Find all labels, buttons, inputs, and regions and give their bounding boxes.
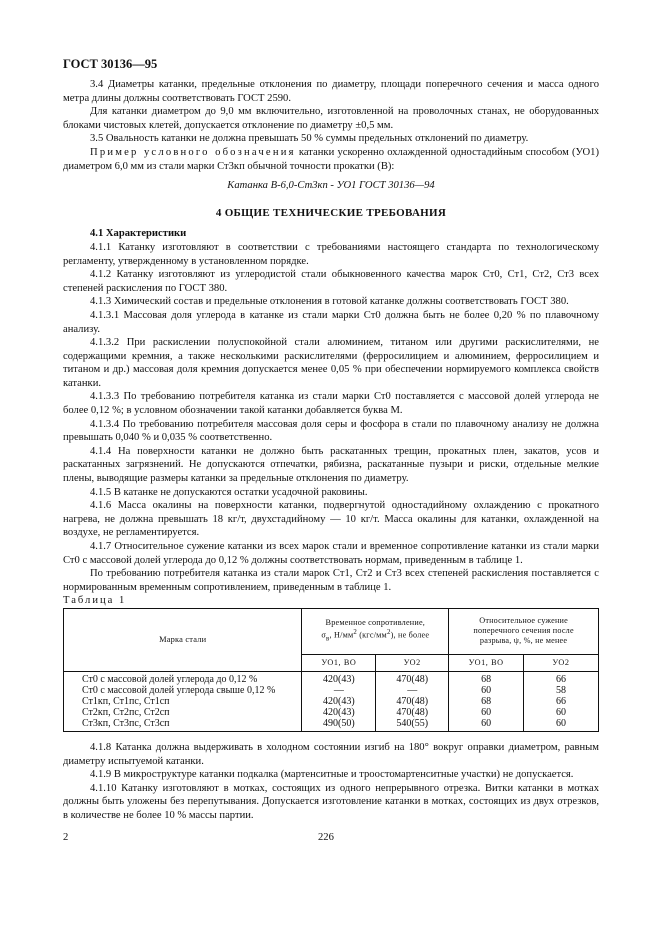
cell-strength-uo2: 470(48) <box>376 696 449 707</box>
header-strength-line1: Временное сопротивление, <box>325 618 426 628</box>
paragraph-4-1-4: 4.1.4 На поверхности катанки не должно быть раскатанных трещин, прокатных плен, закатов, усов и раскатанных загрязнений. Не допускаются отпечатки, рябизна, раскатанные пузыри и риски, отдельные мелкие плены, выводящие размеры катанки за предельные отклонения по диаметру. <box>63 445 599 485</box>
example-text: катанки ускоренно охлажденной одностадийным способом (УО1) диаметром 6,0 мм из стали марки Ст3кп обычной точности прокатки (В): <box>63 146 599 172</box>
cell-strength-uo1: 420(43) <box>302 707 376 718</box>
paragraph-3-5: 3.5 Овальность катанки не должна превышать 50 % суммы предельных отклонений по диаметру. <box>90 133 529 145</box>
cell-strength-uo2: 470(48) <box>376 671 449 685</box>
table-row <box>64 671 599 685</box>
cell-strength-uo2: — <box>376 685 449 696</box>
subheader-narrowing-uo2: УО2 <box>524 654 599 671</box>
cell-strength-uo2: 470(48) <box>376 707 449 718</box>
cell-strength-uo1: — <box>302 685 376 696</box>
table-header-row <box>64 608 599 654</box>
header-strength-unit: , Н/мм <box>329 631 354 641</box>
cell-grade: Ст2кп, Ст2пс, Ст2сп <box>64 707 302 718</box>
section-title: 4 ОБЩИЕ ТЕХНИЧЕСКИЕ ТРЕБОВАНИЯ <box>215 206 447 219</box>
cell-grade: Ст0 с массовой долей углерода до 0,12 % <box>64 671 302 685</box>
requirements-table <box>63 608 599 732</box>
paragraph-4-1-3-3: 4.1.3.3 По требованию потребителя катанка из стали марки Ст0 поставляется с массовой долей углерода не более 0,12 %; в условном обозначении такой катанки добавляется буква М. <box>63 391 599 417</box>
page-number-local: 2 <box>63 832 69 843</box>
paragraph-4-1-7-continuation: По требованию потребителя катанка из стали марок Ст1, Ст2 и Ст3 всех степеней раскисления поставляется с нормированным временным сопротивлением, приведенным в таблице 1. <box>63 568 599 593</box>
page-number-global: 226 <box>318 832 334 843</box>
table-row <box>64 718 599 732</box>
example-designation: Катанка В-6,0-Ст3кп - УО1 ГОСТ 30136—94 <box>227 180 435 192</box>
paragraph-4-1-1: 4.1.1 Катанку изготовляют в соответствии с требованиями настоящего стандарта по технологическому регламенту, утвержденному в установленном порядке. <box>63 241 599 267</box>
document-body <box>63 78 599 823</box>
cell-narrowing-uo2: 60 <box>524 707 599 718</box>
cell-grade: Ст1кп, Ст1пс, Ст1сп <box>64 696 302 707</box>
cell-narrowing-uo2: 58 <box>524 685 599 696</box>
cell-narrowing-uo1: 60 <box>449 707 524 718</box>
paragraph-4-1-3-1: 4.1.3.1 Массовая доля углерода в катанке из стали марки Ст0 должна быть не более 0,20 % по плавочному анализу. <box>63 309 599 335</box>
cell-strength-uo1: 420(43) <box>302 696 376 707</box>
paragraph-4-1-3-4: 4.1.3.4 По требованию потребителя массовая доля серы и фосфора в стали по плавочному анализу не должна превышать 0,040 % и 0,035 % соответственно. <box>63 418 599 444</box>
paragraph-3-4: 3.4 Диаметры катанки, предельные отклонения по диаметру, площади поперечного сечения и масса одного метра длины должны соответствовать ГОСТ 2590. <box>63 79 599 104</box>
paragraph-4-1-10: 4.1.10 Катанку изготовляют в мотках, состоящих из одного непрерывного отрезка. Витки катанки в мотках должны быть уложены без перепутывания. Допускается изготовление катанки в мотках, состоящих из двух отрезков, в количестве не более 10 % массы партии. <box>63 782 599 821</box>
cell-grade: Ст0 с массовой долей углерода свыше 0,12 % <box>64 685 302 696</box>
table-caption: Таблица 1 <box>63 595 127 607</box>
cell-grade: Ст3кп, Ст3пс, Ст3сп <box>64 718 302 732</box>
paragraph-4-1-3-2: 4.1.3.2 При раскислении полуспокойной стали алюминием, титаном или другими раскислителями, не содержащими кремния, а также несколькими раскислителями (ферросилицием и алюминием, ферросилицием и титаном и др.) массовая доля кремния допускается менее 0,05 % при обеспечении нормируемого комплекса свойств катанки. <box>63 337 599 389</box>
header-strength-unit2: (кгс/мм <box>356 631 387 641</box>
header-grade: Марка стали <box>64 608 302 671</box>
paragraph-4-1-5: 4.1.5 В катанке не допускаются остатки усадочной раковины. <box>90 486 368 498</box>
table-row <box>64 696 599 707</box>
paragraph-4-1-3: 4.1.3 Химический состав и предельные отклонения в готовой катанке должны соответствовать ГОСТ 380. <box>90 296 569 308</box>
cell-narrowing-uo2: 66 <box>524 671 599 685</box>
header-strength <box>302 608 449 654</box>
subheader-narrowing-uo1: УО1, ВО <box>449 654 524 671</box>
cell-strength-uo1: 490(50) <box>302 718 376 732</box>
page-header: ГОСТ 30136—95 <box>63 57 158 71</box>
table-row <box>64 685 599 696</box>
cell-narrowing-uo1: 68 <box>449 671 524 685</box>
table-row <box>64 707 599 718</box>
paragraph-3-4-continuation: Для катанки диаметром до 9,0 мм включительно, изготовленной на проволочных станах, не оборудованных блоками чистовых клетей, допускается отклонение по диаметру ±0,5 мм. <box>63 106 599 131</box>
cell-narrowing-uo1: 68 <box>449 696 524 707</box>
subheader-strength-uo2: УО2 <box>376 654 449 671</box>
header-strength-tail: ), не более <box>390 631 430 641</box>
example-label: Пример условного обозначения <box>90 146 296 158</box>
header-strength-sup2: 2 <box>386 629 391 637</box>
header-narrowing: Относительное сужение поперечного сечения после разрыва, ψ, %, не менее <box>449 608 599 654</box>
cell-narrowing-uo2: 60 <box>524 718 599 732</box>
subheader-strength-uo1: УО1, ВО <box>302 654 376 671</box>
header-strength-symbol: σ <box>321 631 327 641</box>
paragraph-4-1-9: 4.1.9 В микроструктуре катанки подкалка (мартенситные и троостомартенситные участки) не допускается. <box>90 769 574 781</box>
paragraph-4-1-7: 4.1.7 Относительное сужение катанки из всех марок стали и временное сопротивление катанки из стали марки Ст0 с массовой долей углерода до 0,12 % должны соответствовать нормам, приведенным в таблице 1. <box>63 541 599 566</box>
cell-narrowing-uo1: 60 <box>449 685 524 696</box>
paragraph-4-1-6: 4.1.6 Масса окалины на поверхности катанки, подвергнутой одностадийному охлаждению с прокатного нагрева, не должна превышать 18 кг/т, двухстадийному — 10 кг/т. Масса окалины для катанки, охлажденной на воздухе, не регламентируется. <box>63 500 599 539</box>
cell-strength-uo1: 420(43) <box>302 671 376 685</box>
paragraph-4-1-2: 4.1.2 Катанку изготовляют из углеродистой стали обыкновенного качества марок Ст0, Ст1, Ст2, Ст3 всех степеней раскисления по ГОСТ 380. <box>63 269 599 294</box>
example-paragraph <box>63 146 599 173</box>
subsection-heading: 4.1 Характеристики <box>90 228 187 240</box>
cell-strength-uo2: 540(55) <box>376 718 449 732</box>
header-strength-sub: в <box>326 635 330 643</box>
header-strength-sup: 2 <box>353 629 357 637</box>
cell-narrowing-uo2: 66 <box>524 696 599 707</box>
paragraph-4-1-8: 4.1.8 Катанка должна выдерживать в холодном состоянии изгиб на 180° вокруг оправки диаметром, равным диаметру испытуемой катанки. <box>63 741 599 767</box>
cell-narrowing-uo1: 60 <box>449 718 524 732</box>
